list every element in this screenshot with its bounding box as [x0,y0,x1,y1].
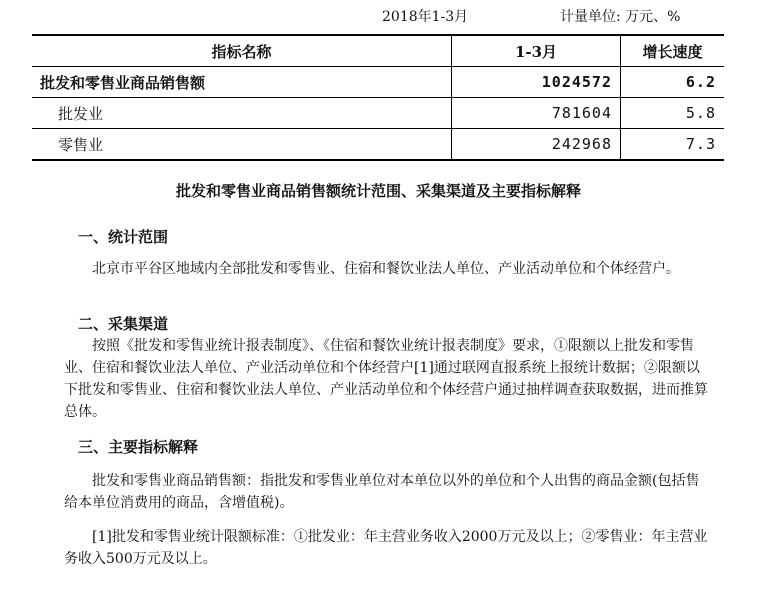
row-name: 零售业 [32,129,452,161]
table-header-row [32,35,724,67]
column-header-value: 1-3月 [452,35,621,67]
section-paragraph-scope: 北京市平谷区地域内全部批发和零售业、住宿和餐饮业法人单位、产业活动单位和个体经营户。 [92,261,680,277]
row-value: 1024572 [452,67,621,98]
stats-table [32,34,724,161]
table-row [32,98,724,129]
table-row [32,67,724,98]
unit-label: 计量单位: 万元、% [560,9,681,25]
row-growth: 7.3 [621,129,725,161]
row-value: 242968 [452,129,621,161]
column-header-growth: 增长速度 [621,35,725,67]
period-label: 2018年1-3月 [382,9,469,25]
document-title: 批发和零售业商品销售额统计范围、采集渠道及主要指标解释 [175,182,581,200]
section-heading-channel: 二、采集渠道 [78,315,169,333]
footnote-paragraph: [1]批发和零售业统计限额标准：①批发业：年主营业务收入2000万元及以上；②零售业：年主营业务收入500万元及以上。 [64,529,708,567]
column-header-name: 指标名称 [32,35,452,67]
row-name: 批发和零售业商品销售额 [32,67,452,98]
section-heading-scope: 一、统计范围 [78,228,169,246]
row-name: 批发业 [32,98,452,129]
row-value: 781604 [452,98,621,129]
section-paragraph-channel: 按照《批发和零售业统计报表制度》、《住宿和餐饮业统计报表制度》要求，①限额以上批发和零售业、住宿和餐饮业法人单位、产业活动单位和个体经营户[1]通过联网直报系统上报统计数据；②限额以下批发和零售业、住宿和餐饮业法人单位、产业活动单位和个体经营户通过抽样调查获取数据，进而推算总体。 [64,338,708,420]
row-growth: 5.8 [621,98,725,129]
section-paragraph-definition: 批发和零售业商品销售额：指批发和零售业单位对本单位以外的单位和个人出售的商品金额(包括售给本单位消费用的商品，含增值税)。 [64,473,700,511]
section-heading-indicators: 三、主要指标解释 [78,438,199,456]
table-row [32,129,724,161]
row-growth: 6.2 [621,67,725,98]
